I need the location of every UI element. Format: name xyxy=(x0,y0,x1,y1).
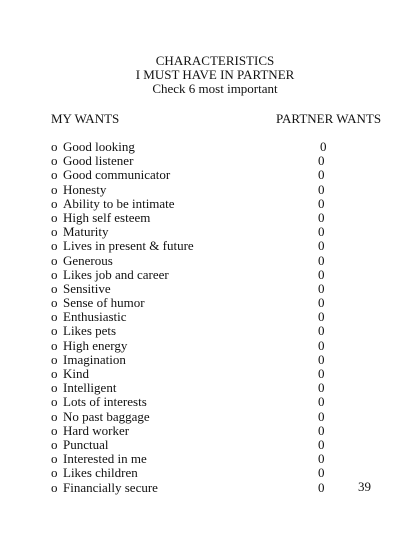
characteristic-label: Sense of humor xyxy=(63,295,145,311)
partner-score: 0 xyxy=(318,181,325,197)
characteristic-label: Financially secure xyxy=(63,479,158,495)
partner-score: 0 xyxy=(320,139,327,154)
list-item xyxy=(0,254,420,268)
partner-score: 0 xyxy=(318,479,325,495)
list-item xyxy=(0,296,420,310)
list-item xyxy=(0,197,420,211)
characteristic-label: High self esteem xyxy=(63,209,151,225)
checkbox-marker[interactable]: o xyxy=(51,479,58,495)
checkbox-marker[interactable]: o xyxy=(51,451,58,467)
partner-score: 0 xyxy=(318,224,325,240)
list-item xyxy=(0,452,420,466)
title-line-3: Check 6 most important xyxy=(152,81,278,96)
checkbox-marker[interactable]: o xyxy=(51,295,58,311)
partner-score: 0 xyxy=(318,238,325,254)
characteristic-label: Good looking xyxy=(63,139,135,154)
list-item xyxy=(0,211,420,225)
list-item xyxy=(0,381,420,395)
page-title xyxy=(0,54,420,96)
characteristic-label: Intelligent xyxy=(63,380,117,396)
characteristic-label: Honesty xyxy=(63,181,107,197)
checkbox-marker[interactable]: o xyxy=(51,167,58,183)
checkbox-marker[interactable]: o xyxy=(51,266,58,282)
list-item xyxy=(0,481,420,495)
checkbox-marker[interactable]: o xyxy=(51,209,58,225)
characteristic-label: Maturity xyxy=(63,224,109,240)
list-item xyxy=(0,395,420,409)
list-item xyxy=(0,239,420,253)
partner-score: 0 xyxy=(318,280,325,296)
list-item xyxy=(0,466,420,480)
characteristics-list xyxy=(0,140,420,495)
list-item xyxy=(0,225,420,239)
list-item xyxy=(0,183,420,197)
checkbox-marker[interactable]: o xyxy=(51,465,58,481)
list-item xyxy=(0,410,420,424)
checkbox-marker[interactable]: o xyxy=(51,224,58,240)
characteristic-label: Punctual xyxy=(63,436,109,452)
list-item xyxy=(0,154,420,168)
list-item xyxy=(0,268,420,282)
characteristic-label: Lives in present & future xyxy=(63,238,194,254)
characteristic-label: High energy xyxy=(63,337,128,353)
checkbox-marker[interactable]: o xyxy=(51,139,58,154)
characteristic-label: No past baggage xyxy=(63,408,150,424)
characteristic-label: Likes pets xyxy=(63,323,117,339)
partner-score: 0 xyxy=(318,436,325,452)
checkbox-marker[interactable]: o xyxy=(51,394,58,410)
characteristic-label: Good listener xyxy=(63,153,134,169)
characteristic-label: Imagination xyxy=(63,351,126,367)
list-item xyxy=(0,324,420,338)
title-line-2: I MUST HAVE IN PARTNER xyxy=(135,67,295,82)
list-item xyxy=(0,282,420,296)
checkbox-marker[interactable]: o xyxy=(51,436,58,452)
partner-wants-header: PARTNER WANTS xyxy=(276,111,382,126)
checkbox-marker[interactable]: o xyxy=(51,323,58,339)
characteristic-label: Ability to be intimate xyxy=(63,195,175,211)
partner-score: 0 xyxy=(318,323,325,339)
partner-score: 0 xyxy=(318,295,325,311)
characteristic-label: Likes children xyxy=(63,465,138,481)
partner-score: 0 xyxy=(318,451,325,467)
checkbox-marker[interactable]: o xyxy=(51,380,58,396)
partner-score: 0 xyxy=(318,366,325,381)
list-item xyxy=(0,140,420,154)
checkbox-marker[interactable]: o xyxy=(51,408,58,424)
characteristic-label: Enthusiastic xyxy=(63,309,127,325)
list-item xyxy=(0,168,420,182)
my-wants-header: MY WANTS xyxy=(51,111,120,126)
partner-score: 0 xyxy=(318,209,325,225)
checkbox-marker[interactable]: o xyxy=(51,153,58,169)
list-item xyxy=(0,339,420,353)
list-item xyxy=(0,438,420,452)
title-line-1: CHARACTERISTICS xyxy=(155,53,275,68)
partner-score: 0 xyxy=(318,153,325,169)
partner-score: 0 xyxy=(318,465,325,481)
checkbox-marker[interactable]: o xyxy=(51,337,58,353)
checkbox-marker[interactable]: o xyxy=(51,238,58,254)
partner-score: 0 xyxy=(318,351,325,367)
characteristic-label: Hard worker xyxy=(63,422,130,438)
partner-score: 0 xyxy=(318,422,325,438)
list-item xyxy=(0,367,420,381)
list-item xyxy=(0,353,420,367)
checkbox-marker[interactable]: o xyxy=(51,252,58,268)
partner-score: 0 xyxy=(318,408,325,424)
checkbox-marker[interactable]: o xyxy=(51,195,58,211)
checkbox-marker[interactable]: o xyxy=(51,280,58,296)
checkbox-marker[interactable]: o xyxy=(51,309,58,325)
characteristic-label: Likes job and career xyxy=(63,266,169,282)
characteristic-label: Good communicator xyxy=(63,167,171,183)
list-item xyxy=(0,424,420,438)
partner-score: 0 xyxy=(318,380,325,396)
characteristic-label: Sensitive xyxy=(63,280,111,296)
characteristic-label: Kind xyxy=(63,366,89,381)
characteristic-label: Interested in me xyxy=(63,451,147,467)
partner-score: 0 xyxy=(318,394,325,410)
characteristic-label: Generous xyxy=(63,252,113,268)
checkbox-marker[interactable]: o xyxy=(51,366,58,381)
partner-score: 0 xyxy=(318,309,325,325)
partner-score: 0 xyxy=(318,337,325,353)
checkbox-marker[interactable]: o xyxy=(51,351,58,367)
checkbox-marker[interactable]: o xyxy=(51,422,58,438)
partner-score: 0 xyxy=(318,266,325,282)
list-item xyxy=(0,310,420,324)
partner-score: 0 xyxy=(318,195,325,211)
partner-score: 0 xyxy=(318,167,325,183)
partner-score: 0 xyxy=(318,252,325,268)
page-number: 39 xyxy=(358,479,371,494)
characteristic-label: Lots of interests xyxy=(63,394,147,410)
checkbox-marker[interactable]: o xyxy=(51,181,58,197)
